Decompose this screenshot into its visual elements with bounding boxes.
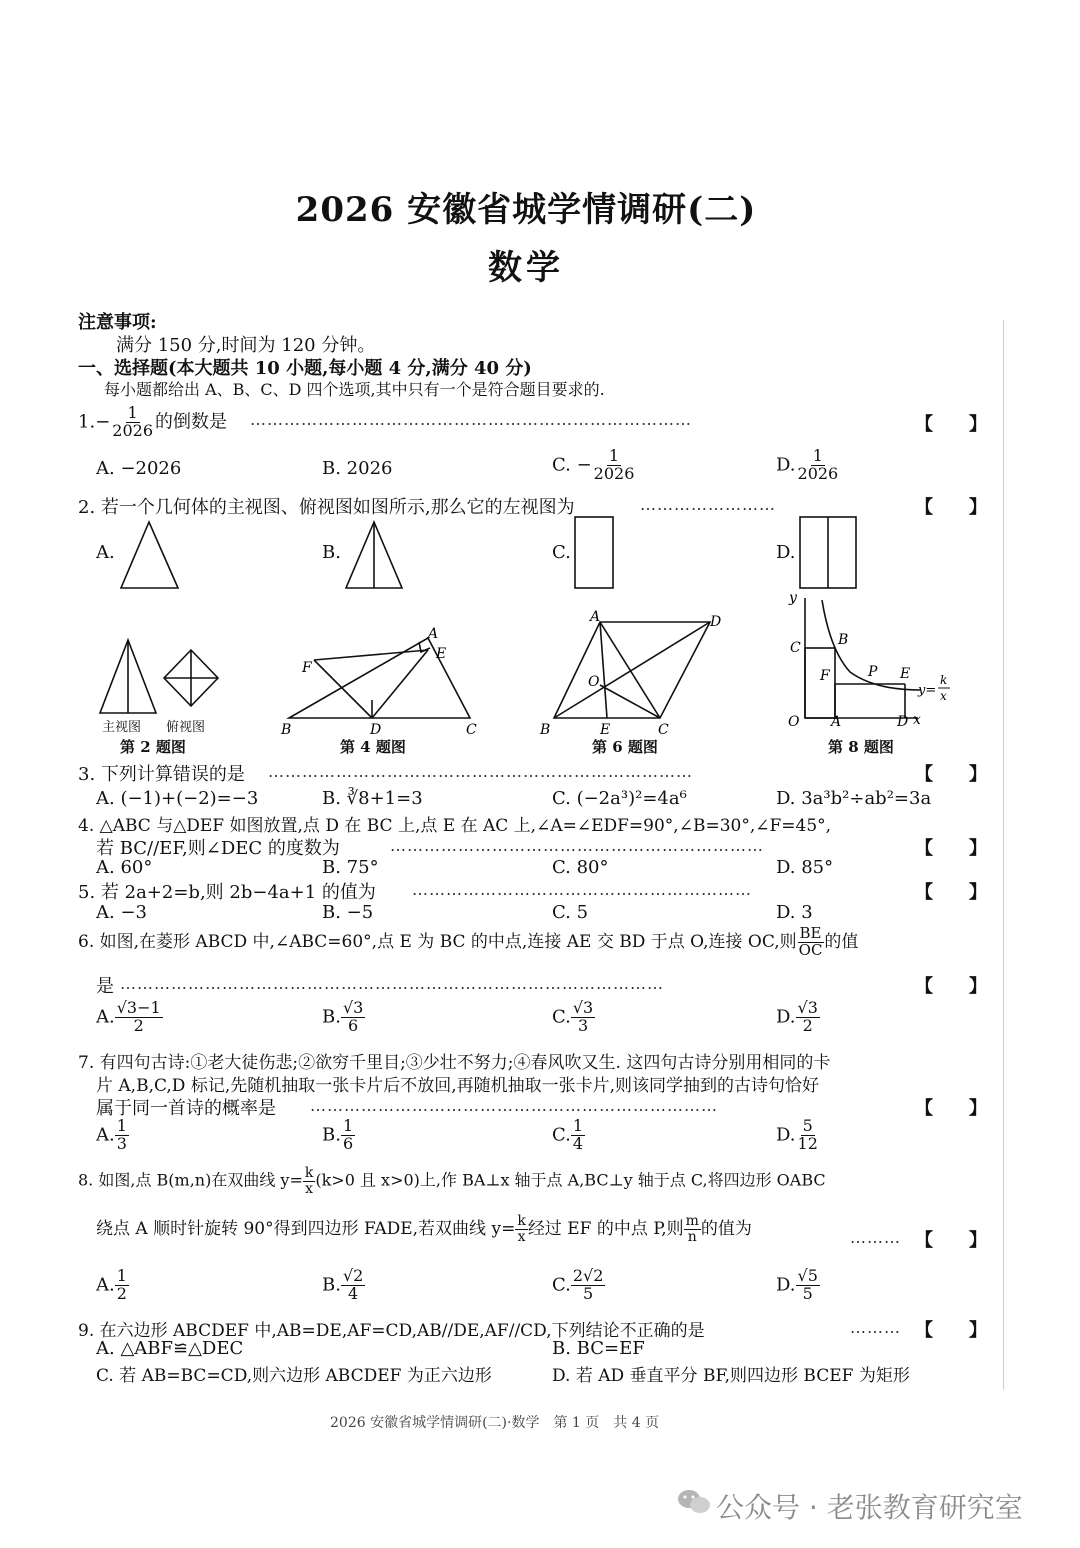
q7-option-a: A. $\frac{1}{3}$ — [96, 1116, 127, 1153]
section-desc: 每小题都给出 A、B、C、D 四个选项,其中只有一个是符合题目要求的. — [104, 380, 605, 399]
q8-option-d: D. $\frac{√5}{5}$ — [776, 1266, 818, 1303]
q4-option-d: D. 85° — [776, 857, 834, 878]
q2-option-c: C. — [552, 542, 571, 563]
svg-text:O: O — [788, 714, 800, 730]
q6-option-b: B. $\frac{√3}{6}$ — [322, 998, 364, 1035]
svg-text:y: y — [789, 590, 797, 606]
q3-option-d: D. 3a³b²÷ab²=3a — [776, 788, 932, 809]
svg-text:F: F — [820, 668, 830, 684]
svg-text:y=: y= — [918, 683, 937, 698]
q7-option-b: B. $\frac{1}{6}$ — [322, 1116, 354, 1153]
svg-text:A: A — [831, 714, 842, 730]
q6-option-c: C. $\frac{√3}{3}$ — [552, 998, 594, 1035]
question-1-stem: 1.− $\frac{1}{2026}$ 的倒数是 — [78, 403, 227, 440]
q7-option-d: D. $\frac{5}{12}$ — [776, 1116, 818, 1153]
answer-leader: …………………………………………………………………… — [250, 410, 692, 429]
answer-leader: …………………… — [640, 495, 776, 514]
question-8-stem: 8. 如图,点 B(m,n)在双曲线 y= $\frac{k}{x}$ (k>0 且 x>0)上,作 BA⊥x 轴于点 A,BC⊥y 轴于点 C,将四边形 OABC — [78, 1165, 826, 1197]
question-6-stem: 6. 如图,在菱形 ABCD 中,∠ABC=60°,点 E 为 BC 的中点,连接 AE 交 BD 于点 O,连接 OC,则 $\frac{BE}{OC}$ 的值 — [78, 924, 859, 959]
answer-bracket: 【 】 — [915, 1320, 987, 1341]
answer-bracket: 【 】 — [915, 1098, 987, 1119]
svg-text:O: O — [588, 674, 600, 690]
q9-option-d: D. 若 AD 垂直平分 BF,则四边形 BCEF 为矩形 — [552, 1366, 910, 1386]
answer-leader: …………………………………………………………………………………… — [120, 974, 664, 993]
q5-option-a: A. −3 — [96, 902, 147, 923]
question-4-stem-cont: 若 BC//EF,则∠DEC 的度数为 — [96, 838, 340, 859]
figure-4-caption: 第 4 题图 — [340, 738, 406, 756]
question-9-stem: 9. 在六边形 ABCDEF 中,AB=DE,AF=CD,AB//DE,AF//CD,下列结论不正确的是 — [78, 1321, 705, 1341]
front-view-label: 主视图 — [102, 720, 142, 735]
question-7-stem-cont: 片 A,B,C,D 标记,先随机抽取一张卡片后不放回,再随机抽取一张卡片,则该同学抽到的古诗句恰好 — [96, 1076, 820, 1096]
svg-text:D: D — [710, 614, 722, 630]
answer-bracket: 【 】 — [915, 1230, 987, 1251]
svg-text:P: P — [868, 664, 878, 680]
exam-subject: 数学 — [488, 248, 564, 288]
svg-text:F: F — [302, 660, 312, 676]
svg-text:C: C — [790, 640, 801, 656]
q9-option-b: B. BC=EF — [552, 1338, 645, 1359]
answer-bracket: 【 】 — [915, 414, 987, 435]
answer-leader: ……………………………………………………………… — [310, 1096, 718, 1115]
section-heading: 一、选择题(本大题共 10 小题,每小题 4 分,满分 40 分) — [78, 358, 532, 379]
figure-8 — [805, 598, 920, 718]
exam-title: 2026 安徽省城学情调研(二) — [295, 190, 757, 230]
q3-option-c: C. (−2a³)²=4a⁶ — [552, 788, 687, 809]
figure-6 — [554, 622, 710, 718]
q4-option-a: A. 60° — [96, 857, 153, 878]
answer-bracket: 【 】 — [915, 976, 987, 997]
page-footer: 2026 安徽省城学情调研(二)·数学 第 1 页 共 4 页 — [330, 1415, 660, 1431]
q1-option-c: C. − $\frac{1}{2026}$ — [552, 446, 635, 483]
rect-figure-c — [575, 517, 613, 588]
answer-bracket: 【 】 — [915, 882, 987, 903]
question-6-stem-cont: 是 — [96, 976, 114, 997]
q4-option-c: C. 80° — [552, 857, 609, 878]
svg-text:B: B — [281, 722, 292, 738]
svg-text:E: E — [600, 722, 611, 738]
svg-text:k: k — [940, 673, 948, 687]
q2-option-b: B. — [322, 542, 341, 563]
answer-leader: ………………………………………………………………… — [268, 762, 693, 781]
triangle-figure-a — [121, 522, 178, 588]
question-8-stem-cont: 绕点 A 顺时针旋转 90°得到四边形 FADE,若双曲线 y= $\frac{k}{x}$ 经过 EF 的中点 P,则 $\frac{m}{n}$ 的值为 — [96, 1213, 752, 1245]
svg-text:A: A — [590, 609, 601, 625]
q1-option-d: D. $\frac{1}{2026}$ — [776, 446, 839, 483]
q1-option-a: A. −2026 — [96, 458, 182, 479]
q3-option-a: A. (−1)+(−2)=−3 — [96, 788, 259, 809]
answer-leader: ……… — [850, 1228, 901, 1247]
q6-option-d: D. $\frac{√3}{2}$ — [776, 998, 818, 1035]
question-7-stem: 7. 有四句古诗:①老大徒伤悲;②欲穷千里目;③少壮不努力;④春风吹又生. 这四句古诗分别用相同的卡 — [78, 1053, 831, 1073]
top-view-label: 俯视图 — [166, 720, 206, 735]
q9-option-a: A. △ABF≌△DEC — [96, 1338, 244, 1359]
q8-option-b: B. $\frac{√2}{4}$ — [322, 1266, 364, 1303]
notice-line: 满分 150 分,时间为 120 分钟。 — [116, 335, 376, 356]
q1-option-b: B. 2026 — [322, 458, 393, 479]
q9-option-c: C. 若 AB=BC=CD,则六边形 ABCDEF 为正六边形 — [96, 1366, 492, 1386]
q7-option-c: C. $\frac{1}{4}$ — [552, 1116, 584, 1153]
notice-heading: 注意事项: — [78, 312, 157, 333]
figure-8-caption: 第 8 题图 — [828, 738, 894, 756]
svg-text:D: D — [370, 722, 382, 738]
q6-option-a: A. $\frac{√3-1}{2}$ — [96, 998, 161, 1035]
svg-text:B: B — [838, 632, 849, 648]
svg-text:x: x — [913, 712, 921, 728]
wechat-icon — [676, 1488, 712, 1516]
q5-option-b: B. −5 — [322, 902, 374, 923]
svg-text:E: E — [900, 666, 911, 682]
question-3-stem: 3. 下列计算错误的是 — [78, 764, 245, 785]
svg-text:B: B — [540, 722, 551, 738]
watermark: 公众号 · 老张教育研究室 — [716, 1491, 1023, 1524]
figure-2-caption: 第 2 题图 — [120, 738, 186, 756]
svg-text:C: C — [466, 722, 477, 738]
q3-option-b: B. ∛8+1=3 — [322, 788, 423, 809]
answer-bracket: 【 】 — [915, 764, 987, 785]
q5-option-c: C. 5 — [552, 902, 589, 923]
question-5-stem: 5. 若 2a+2=b,则 2b−4a+1 的值为 — [78, 882, 376, 903]
figure-6-caption: 第 6 题图 — [592, 738, 658, 756]
q4-option-b: B. 75° — [322, 857, 379, 878]
answer-leader: …………………………………………………… — [412, 880, 752, 899]
answer-leader: ……… — [850, 1318, 901, 1337]
q5-option-d: D. 3 — [776, 902, 813, 923]
svg-text:C: C — [658, 722, 669, 738]
question-4-stem: 4. △ABC 与△DEF 如图放置,点 D 在 BC 上,点 E 在 AC 上,∠A=∠EDF=90°,∠B=30°,∠F=45°, — [78, 816, 832, 836]
answer-bracket: 【 】 — [915, 497, 987, 518]
answer-bracket: 【 】 — [915, 838, 987, 859]
question-2-stem: 2. 若一个几何体的主视图、俯视图如图所示,那么它的左视图为 — [78, 497, 575, 518]
svg-text:D: D — [897, 714, 909, 730]
svg-text:E: E — [436, 646, 447, 662]
q2-option-a: A. — [96, 542, 115, 563]
q2-option-d: D. — [776, 542, 796, 563]
svg-text:x: x — [940, 689, 947, 703]
svg-text:A: A — [428, 626, 439, 642]
answer-leader: ………………………………………………………… — [390, 836, 764, 855]
q8-option-a: A. $\frac{1}{2}$ — [96, 1266, 127, 1303]
question-7-stem-end: 属于同一首诗的概率是 — [96, 1098, 276, 1119]
q8-option-c: C. $\frac{2√2}{5}$ — [552, 1266, 604, 1303]
